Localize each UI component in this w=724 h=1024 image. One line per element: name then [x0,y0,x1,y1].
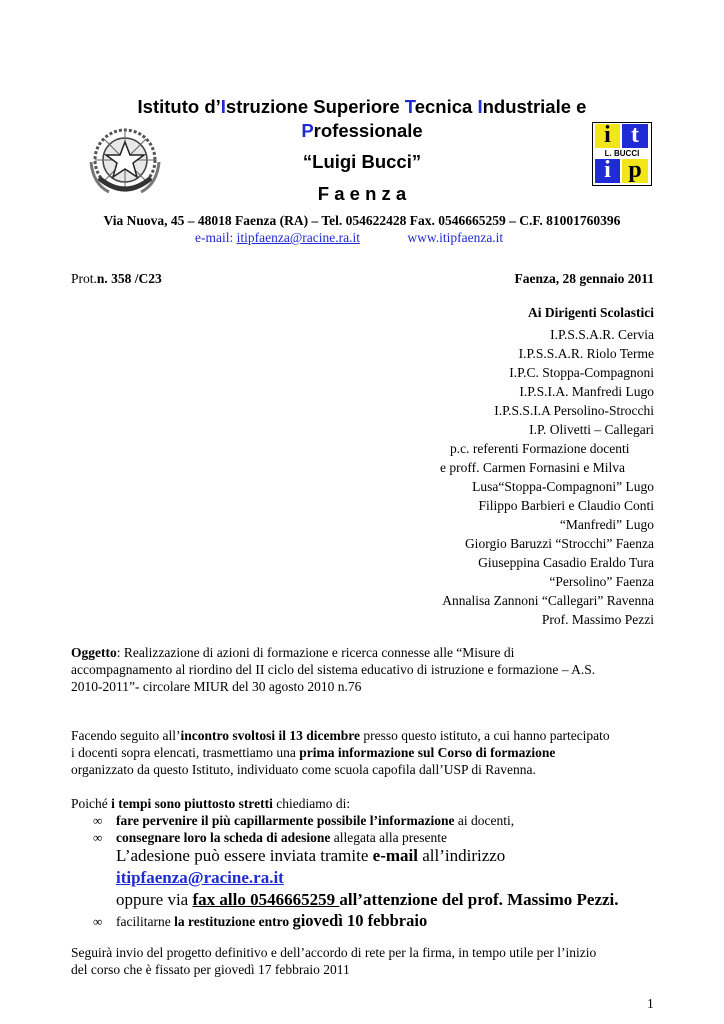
recipient-line: I.P.S.S.A.R. Cervia [550,327,654,342]
bullet-item: fare pervenire il più capillarmente possibile l’informazione ai docenti, [116,813,515,828]
adesione-line: L’adesione può essere inviata tramite e-mail all’indirizzo [116,846,506,865]
subject-line: Oggetto: Realizzazione di azioni di formazione e ricerca connesse alle “Misure di [71,645,515,660]
city-name: F a e n z a [317,183,407,204]
recipient-line: I.P.S.S.A.R. Riolo Terme [518,346,654,361]
page-number: 1 [647,996,654,1011]
body-paragraph-line: Facendo seguito all’incontro svoltosi il 13 dicembre presso questo istituto, a cui hanno partecipato [71,728,610,743]
logo-letter-i2: i [595,159,620,183]
subject-line: 2010-2011”- circolare MIUR del 30 agosto 2010 n.76 [71,679,362,694]
recipient-line: “Manfredi” Lugo [559,517,654,532]
address-line: Via Nuova, 45 – 48018 Faenza (RA) – Tel. 054622428 Fax. 0546665259 – C.F. 81001760396 [103,213,621,228]
recipient-line: Annalisa Zannoni “Callegari” Ravenna [442,593,654,608]
website-link[interactable]: www.itipfaenza.it [407,230,504,245]
itip-logo [592,122,652,186]
body-paragraph-line: organizzato da questo Istituto, individuato come scuola capofila dall’USP di Ravenna. [71,762,536,777]
recipient-line: Prof. Massimo Pezzi [541,612,654,627]
fax-line: oppure via fax allo 0546665259 all’attenzione del prof. Massimo Pezzi. [116,890,619,909]
body-paragraph-line: Seguirà invio del progetto definitivo e dell’accordo di rete per la firma, in tempo utile per l’inizio [71,945,597,960]
bullet-item: consegnare loro la scheda di adesione allegata alla presente [116,830,447,845]
recipient-line: I.P.C. Stoppa-Compagnoni [509,365,654,380]
logo-caption: L. BUCCI [604,149,640,158]
email-label: e-mail: [195,230,237,245]
logo-letter-p: p [622,159,648,183]
recipient-line: p.c. referenti Formazione docenti [450,441,630,456]
logo-letter-t: t [622,124,648,148]
infinity-bullet-icon: ∞ [93,914,103,929]
institute-title-line2: Professionale [301,120,423,141]
bullet-item: facilitarne la restituzione entro giovedì 10 febbraio [116,911,428,930]
protocol-number: Prot.n. 358 /C23 [71,271,162,286]
recipient-line: Giuseppina Casadio Eraldo Tura [478,555,654,570]
recipient-line: e proff. Carmen Fornasini e Milva [440,460,625,475]
institute-name: “Luigi Bucci” [302,151,422,172]
recipient-line: Giorgio Baruzzi “Strocchi” Faenza [464,536,654,551]
body-paragraph-line: i docenti sopra elencati, trasmettiamo una prima informazione sul Corso di formazione [71,745,556,760]
adesione-email-link[interactable]: itipfaenza@racine.ra.it [116,868,284,887]
body-paragraph-line: Poiché i tempi sono piuttosto stretti chiediamo di: [71,796,351,811]
place-date: Faenza, 28 gennaio 2011 [514,271,654,286]
infinity-bullet-icon: ∞ [93,813,103,828]
recipient-line: I.P.S.I.A. Manfredi Lugo [519,384,654,399]
recipient-line: I.P.S.S.I.A Persolino-Strocchi [494,403,654,418]
recipient-line: Filippo Barbieri e Claudio Conti [478,498,654,513]
recipient-line: “Persolino” Faenza [549,574,654,589]
email-link[interactable]: itipfaenza@racine.ra.it [236,230,360,245]
logo-letter-i: i [595,124,620,148]
recipient-line: Lusa“Stoppa-Compagnoni” Lugo [472,479,654,494]
infinity-bullet-icon: ∞ [93,830,103,845]
contact-line [195,230,503,246]
recipient-line: I.P. Olivetti – Callegari [529,422,654,437]
subject-line: accompagnamento al riordino del II ciclo del sistema educativo di istruzione e formazione – A.S. [71,662,596,677]
body-paragraph-line: del corso che è fissato per giovedì 17 febbraio 2011 [71,962,350,977]
institute-title-line1: Istituto d’Istruzione Superiore Tecnica Industriale e [137,96,587,117]
recipients-heading: Ai Dirigenti Scolastici [528,305,654,320]
